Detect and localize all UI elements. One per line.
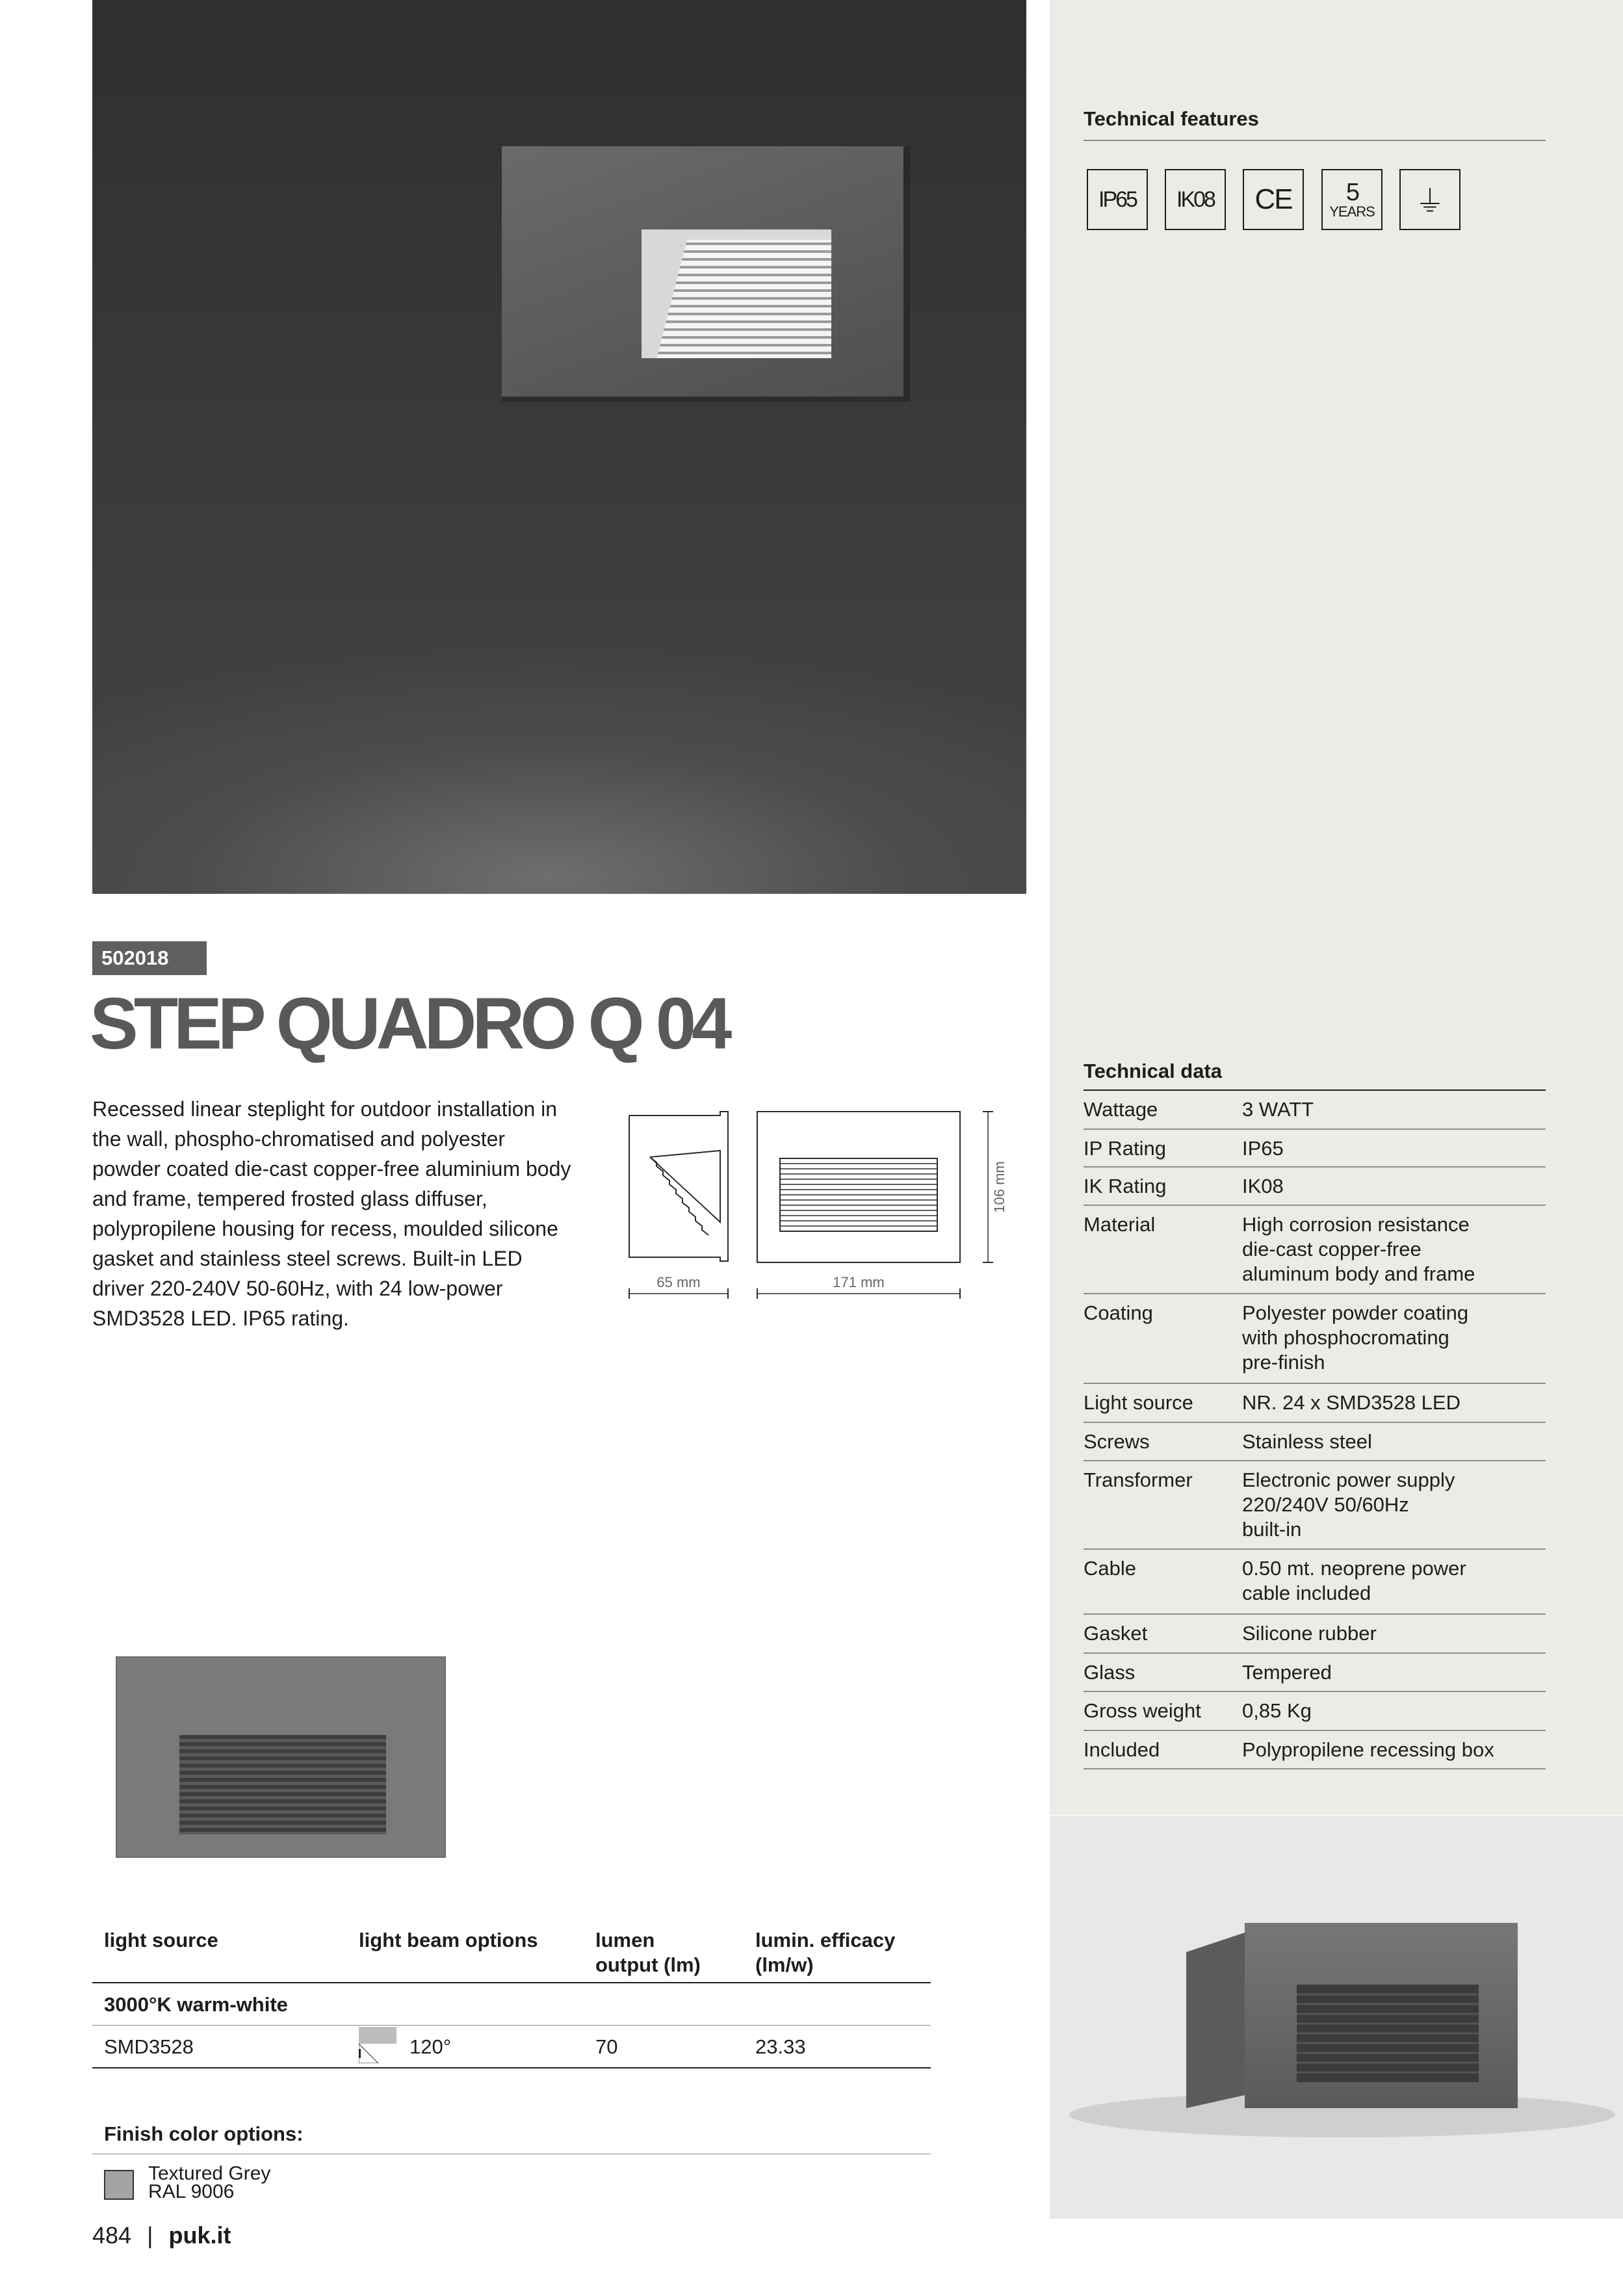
hero-steplight-plate (502, 146, 910, 402)
product-photo-panel (1050, 1816, 1623, 2219)
technical-data-divider (1084, 1089, 1546, 1091)
technical-data-label: Material (1084, 1213, 1156, 1236)
technical-data-value: NR. 24 x SMD3528 LED (1242, 1391, 1461, 1414)
warranty-years-label: YEARS (1329, 203, 1375, 220)
finish-heading: Finish color options: (104, 2122, 304, 2145)
ce-icon: CE (1243, 169, 1304, 230)
product-render-3d (1050, 1816, 1623, 2219)
technical-data-heading: Technical data (1084, 1060, 1223, 1082)
technical-data-row-divider (1084, 1460, 1546, 1461)
page-footer (92, 2222, 231, 2249)
technical-data-value: Stainless steel (1242, 1430, 1372, 1453)
technical-data-label: IK Rating (1084, 1175, 1167, 1197)
width-label: 171 mm (833, 1274, 885, 1290)
technical-data-value: 0,85 Kg (1242, 1699, 1312, 1722)
technical-data-value: IK08 (1242, 1175, 1284, 1197)
technical-data-value: Silicone rubber (1242, 1622, 1377, 1645)
technical-data-label: Screws (1084, 1430, 1150, 1453)
technical-features-divider (1084, 140, 1546, 141)
technical-data-value: Electronic power supply 220/240V 50/60Hz built-in (1242, 1468, 1455, 1541)
height-label: 106 mm (991, 1161, 1007, 1213)
product-front-photo (116, 1656, 446, 1858)
technical-data-label: Light source (1084, 1391, 1193, 1414)
product-code-badge: 502018 (92, 941, 207, 975)
finish-label: Textured Grey RAL 9006 (148, 2163, 271, 2202)
technical-data-value: IP65 (1242, 1137, 1284, 1160)
warranty-years-number: 5 (1345, 179, 1358, 206)
technical-data-label: Gasket (1084, 1622, 1148, 1645)
table-divider (92, 2067, 931, 2068)
ik08-icon: IK08 (1165, 169, 1226, 230)
table-cell-efficacy: 23.33 (755, 2035, 806, 2058)
technical-data-value: High corrosion resistance die-cast copper-free aluminum body and frame (1242, 1213, 1475, 1285)
product-description: Recessed linear steplight for outdoor installation in the wall, phospho-chromatised and polyester powder coated die-cast copper-free aluminium body and frame, tempered frosted glass diffuser, polypropilene housing for recess, moulded silicone gasket and stainless steel screws. Built-in LED driver 220-240V 50-60Hz, with 24 low-power SMD3528 LED. IP65 rating. (92, 1097, 571, 1330)
hero-steplight-opening (642, 229, 831, 358)
technical-data-value: Polypropilene recessing box (1242, 1738, 1494, 1761)
earth-ground-icon: ⏚ (1399, 169, 1461, 230)
table-divider (92, 1982, 931, 1983)
technical-data-row-divider (1084, 1205, 1546, 1206)
technical-data-row-divider (1084, 1128, 1546, 1130)
technical-data-row-divider (1084, 1652, 1546, 1654)
table-header-light-source: light source (104, 1929, 218, 1951)
product-title: STEP QUADRO Q 04 (90, 983, 728, 1064)
hero-photo (92, 0, 1026, 894)
finish-swatch (104, 2170, 134, 2200)
table-cell-beam: 120° (409, 2035, 452, 2058)
technical-data-value: 0.50 mt. neoprene power cable included (1242, 1557, 1466, 1604)
dimension-drawing-svg (624, 1105, 1027, 1313)
technical-data-label: Wattage (1084, 1098, 1158, 1121)
technical-data-value: 3 WATT (1242, 1098, 1314, 1121)
table-header-efficacy: lumin. efficacy (lm/w) (755, 1929, 896, 1976)
technical-data-row-divider (1084, 1383, 1546, 1384)
right-panel (1050, 0, 1623, 1815)
table-group-label: 3000°K warm-white (104, 1993, 288, 2016)
technical-data-label: Coating (1084, 1301, 1153, 1324)
technical-data-row-divider (1084, 1613, 1546, 1615)
footer-separator: | (147, 2222, 153, 2249)
technical-data-label: Glass (1084, 1661, 1136, 1684)
technical-data-value: Polyester powder coating with phosphocromating pre-finish (1242, 1301, 1469, 1374)
beam-angle-icon (359, 2027, 396, 2063)
table-header-beam: light beam options (359, 1929, 538, 1951)
technical-data-row-divider (1084, 1422, 1546, 1423)
depth-label: 65 mm (656, 1274, 701, 1290)
table-cell-source: SMD3528 (104, 2035, 194, 2058)
table-cell-lumen: 70 (595, 2035, 618, 2058)
technical-data-row-divider (1084, 1548, 1546, 1550)
technical-data-value: Tempered (1242, 1661, 1332, 1684)
technical-data-row-divider (1084, 1768, 1546, 1769)
technical-data-row-divider (1084, 1293, 1546, 1294)
warranty-5-years-icon (1321, 169, 1383, 230)
technical-data-label: Gross weight (1084, 1699, 1201, 1722)
table-header-lumen: lumen output (lm) (595, 1929, 701, 1976)
technical-data-label: Transformer (1084, 1468, 1193, 1491)
technical-data-row-divider (1084, 1730, 1546, 1731)
site-link[interactable]: puk.it (168, 2222, 231, 2249)
ip65-icon: IP65 (1087, 169, 1148, 230)
technical-data-label: IP Rating (1084, 1137, 1166, 1160)
dimension-drawing (624, 1105, 1027, 1316)
technical-data-label: Included (1084, 1738, 1160, 1761)
page-number: 484 (92, 2222, 132, 2249)
technical-data-row-divider (1084, 1691, 1546, 1692)
technical-data-row-divider (1084, 1166, 1546, 1168)
table-divider (92, 2025, 931, 2026)
technical-data-label: Cable (1084, 1557, 1136, 1580)
technical-features-heading: Technical features (1084, 107, 1259, 130)
product-front-opening (179, 1735, 386, 1834)
